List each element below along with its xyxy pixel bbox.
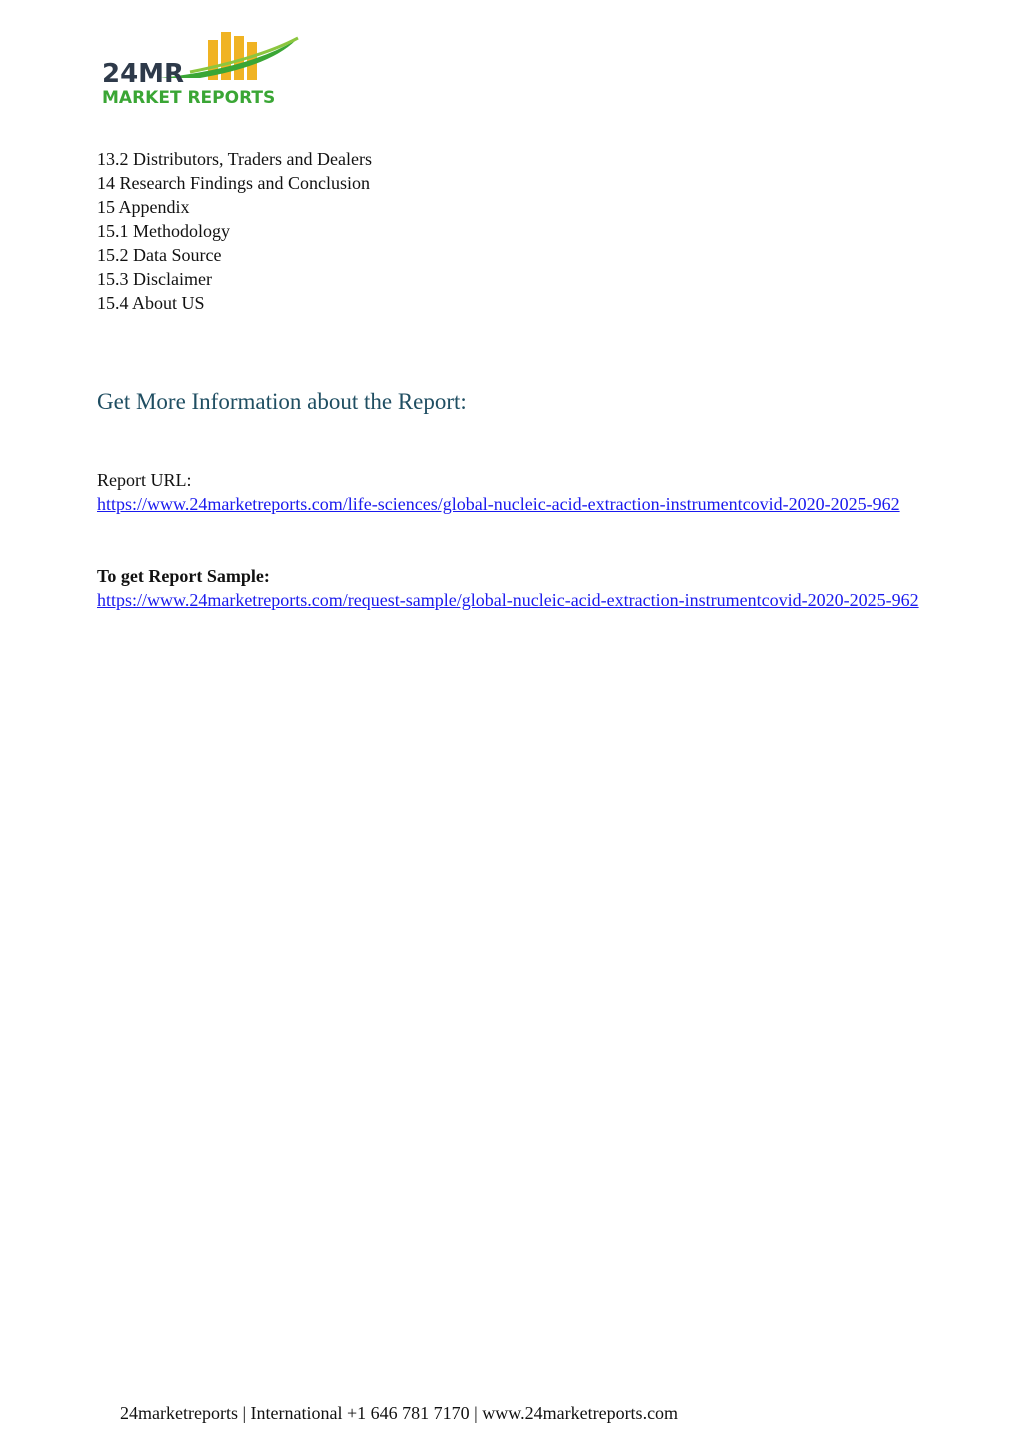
toc-item: 15.4 About US xyxy=(97,293,205,313)
report-sample-label: To get Report Sample: xyxy=(97,566,270,586)
toc-item: 13.2 Distributors, Traders and Dealers xyxy=(97,149,372,169)
toc-item: 14 Research Findings and Conclusion xyxy=(97,173,370,193)
company-logo xyxy=(100,28,310,108)
report-sample-section xyxy=(97,564,927,612)
report-sample-link[interactable]: https://www.24marketreports.com/request-sample/global-nucleic-acid-extraction-instrumentcovid-2020-2025-962 xyxy=(97,590,919,610)
logo-graphic xyxy=(100,28,310,108)
table-of-contents xyxy=(97,147,917,315)
report-url-label: Report URL: xyxy=(97,470,192,490)
page-footer: 24marketreports | International +1 646 781 7170 | www.24marketreports.com xyxy=(120,1403,679,1423)
report-url-link[interactable]: https://www.24marketreports.com/life-sciences/global-nucleic-acid-extraction-instrumentcovid-2020-2025-962 xyxy=(97,494,900,514)
logo-top-text: 24MR xyxy=(102,59,185,89)
toc-item: 15 Appendix xyxy=(97,197,190,217)
report-url-section xyxy=(97,468,927,516)
logo-bottom-text: MARKET REPORTS xyxy=(102,88,276,108)
toc-item: 15.2 Data Source xyxy=(97,245,222,265)
more-info-heading: Get More Information about the Report: xyxy=(97,389,467,414)
toc-item: 15.3 Disclaimer xyxy=(97,269,212,289)
toc-item: 15.1 Methodology xyxy=(97,221,230,241)
